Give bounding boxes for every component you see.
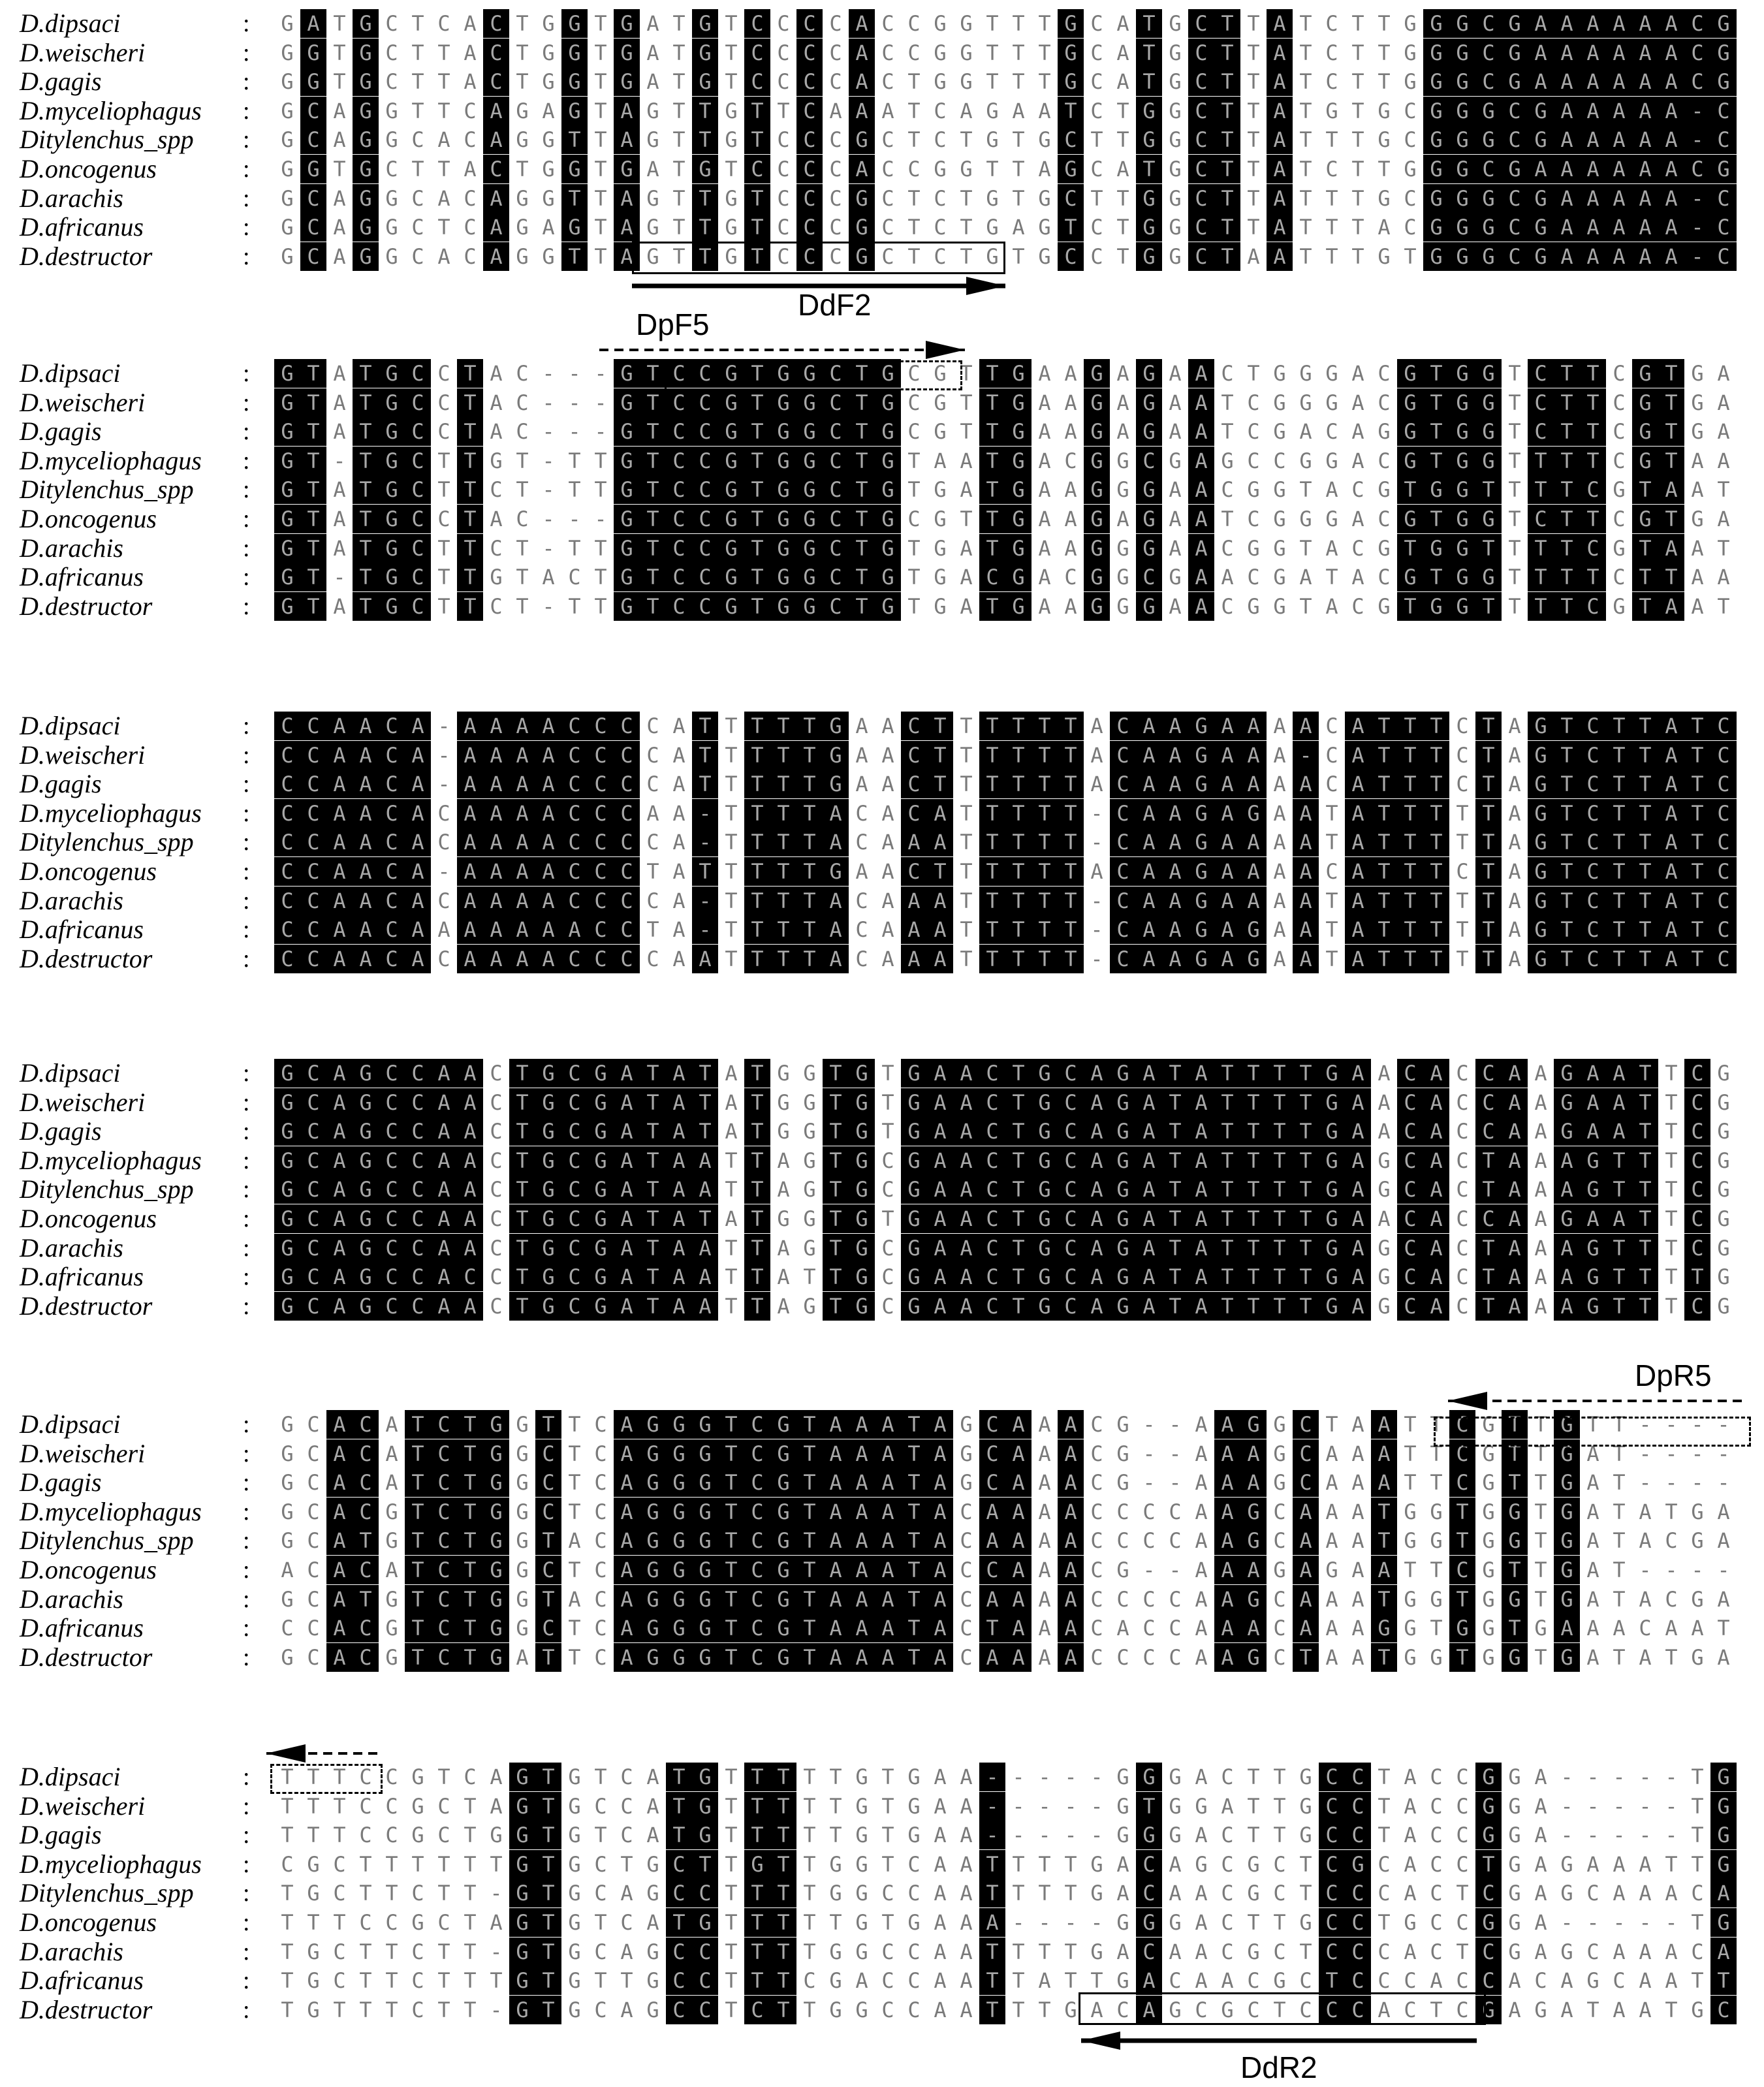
species-label: D.gagis: [20, 1467, 102, 1498]
separator: :: [243, 418, 250, 446]
separator: :: [243, 39, 250, 67]
alignment-row: [0, 9, 1764, 38]
alignment-row: [0, 1996, 1764, 2024]
alignment-row: [0, 857, 1764, 886]
separator: :: [243, 1909, 250, 1936]
species-label: D.africanus: [20, 1966, 144, 1996]
sequence: G C A G G C A C A G G T T A G T T G T C C C G C T C T G T G C T T G G C T T A T T T G C G G G C G A A A A A - C: [274, 125, 1737, 154]
alignment-row: [0, 770, 1764, 798]
separator: :: [243, 1643, 250, 1671]
primer-box-ddr2: [1079, 1992, 1486, 2025]
alignment-row: [0, 1938, 1764, 1966]
alignment-row: [0, 417, 1764, 446]
separator: :: [243, 1585, 250, 1613]
primer-label-ddr2: DdR2: [1240, 2050, 1317, 2084]
alignment-row: [0, 184, 1764, 213]
separator: :: [243, 68, 250, 96]
separator: :: [243, 360, 250, 387]
species-label: D.arachis: [20, 1584, 123, 1614]
species-label: D.arachis: [20, 183, 123, 213]
species-label: Ditylenchus_spp: [20, 475, 194, 505]
species-label: Ditylenchus_spp: [20, 1878, 194, 1908]
separator: :: [243, 1469, 250, 1497]
alignment-row: [0, 1879, 1764, 1907]
separator: :: [243, 770, 250, 798]
separator: :: [243, 945, 250, 973]
sequence: G C A G C C A C C T G C G A T A A T T A T T G C G A A C T G C A G A T A T T T T G A G C A C T A A A G T T T T G: [274, 1263, 1737, 1291]
alignment-row: [0, 563, 1764, 591]
species-label: D.africanus: [20, 212, 144, 242]
alignment-row: [0, 1556, 1764, 1584]
sequence: T T T C C G C T A G T G T C A T G T T T T T G T G A A A - - - - G G G A C T T G C C T G C C G G A - - - - - T G: [274, 1908, 1737, 1937]
sequence: G T A T G C C T A C - - - G T C C G T G G C T G C G T T G A A G A G A A T C G G G A C G T G G T C T T C G T G A: [274, 388, 1737, 417]
species-label: D.dipsaci: [20, 1058, 121, 1088]
separator: :: [243, 858, 250, 885]
separator: :: [243, 1118, 250, 1146]
species-label: D.dipsaci: [20, 8, 121, 38]
separator: :: [243, 126, 250, 154]
sequence: G C A G C C A A C T G C G A T A A T T A G T G C G A A C T G C A G A T A T T T T G A G C A C T A A A G T T T C G: [274, 1234, 1737, 1263]
separator: :: [243, 887, 250, 915]
alignment-row: [0, 1117, 1764, 1146]
alignment-row: [0, 534, 1764, 563]
sequence: T T T C C G C T G G T G T C A T G T T T T T G T G A A - - - - - G G G A C T T G C C T A C C G G A - - - - - T G: [274, 1821, 1737, 1849]
sequence: G A T G C T C A C T G G T G A T G T C C C C A C C G G T T T G C A T G C T T A T C T T G G G C G A A A A A A C G: [274, 9, 1737, 38]
alignment-row: [0, 39, 1764, 67]
alignment-row: [0, 887, 1764, 915]
separator: :: [243, 1850, 250, 1878]
alignment-row: [0, 1175, 1764, 1204]
alignment-row: [0, 1146, 1764, 1175]
separator: :: [243, 1879, 250, 1907]
species-label: D.dipsaci: [20, 358, 121, 388]
sequence: G T A T G C T T C T - T T G T C C G T G G C T G T G A T G A A G G G A A C G G T A C G T G G T T T T C G T A A T: [274, 534, 1737, 563]
sequence: G C A G C C A A C T G C G A T A T A T G G T G T G A A C T G C A G A T A T T T T G A A C A C C A A G A A T T C G: [274, 1204, 1737, 1233]
species-label: D.oncogenus: [20, 1907, 157, 1937]
separator: :: [243, 799, 250, 827]
sequence: T G C T T C T T - G T G C A G C C T T T T G G C C A A T T T T G A C A A C G C T C C C A C T C G A G C A A A C A: [274, 1879, 1737, 1907]
species-label: Ditylenchus_spp: [20, 1526, 194, 1556]
alignment-row: [0, 475, 1764, 504]
species-label: D.destructor: [20, 591, 153, 621]
species-label: D.myceliophagus: [20, 1496, 202, 1526]
species-label: D.destructor: [20, 1642, 153, 1672]
sequence: G C A G G C A C A G G T T A G T T G T C C C G C T C T G T G C C T G G C T A A T T T G T G G G C G A A A A A - C: [274, 242, 1737, 271]
alignment-row: [0, 1908, 1764, 1937]
separator: :: [243, 712, 250, 740]
species-label: Ditylenchus_spp: [20, 827, 194, 857]
sequence: C C A A C A - A A A A C C C T A T T T T T G A A C T T T T T T A C A A G A A A A C A T T T C T A G T C T T A T C: [274, 857, 1737, 886]
species-label: D.gagis: [20, 67, 102, 97]
sequence: G C A C G T C T G G C T C A G G G T C G T A A A T A C A A A A C C C C A A G C A A A T G G T G G T G A T A T G A: [274, 1498, 1737, 1526]
alignment-row: [0, 213, 1764, 242]
sequence: G C A T G T C T G G T A C A G G G T C G T A A A T A C A A A A C C C C A A G C A A A T G G T G G T G A T A C G A: [274, 1526, 1737, 1555]
alignment-row: [0, 1585, 1764, 1614]
separator: :: [243, 97, 250, 125]
sequence: G C A G C C A A C T G C G A T A T A T G G T G T G A A C T G C A G A T A T T T T G A A C A C C A A G A A T T C G: [274, 1117, 1737, 1146]
separator: :: [243, 1792, 250, 1820]
separator: :: [243, 1938, 250, 1966]
sequence: G T A T G C C T A C - - - G T C C G T G G C T G C G T T G A A G A G A A T C G A C A G G T G G T C T T C G T G A: [274, 417, 1737, 446]
sequence: C C A A C A C A A A A C C C C A - T T T T A C A A A T T T T T - C A A G A A A A T A T T T T T A G T C T T A T C: [274, 887, 1737, 915]
separator: :: [243, 1059, 250, 1087]
sequence: C C A A C A C A A A A C C C C A - T T T T A C A A A T T T T T - C A A G A A A A T A T T T T T A G T C T T A T C: [274, 828, 1737, 856]
separator: :: [243, 1527, 250, 1555]
sequence: G C A C A T C T G G C T C A G G G T C G T A A A T A G C A A A C G - - A A A G C A A A T T C G T T G A T - - - -: [274, 1468, 1737, 1497]
alignment-row: [0, 1059, 1764, 1088]
primer-box-dpf5: [665, 360, 962, 390]
alignment-row: [0, 741, 1764, 770]
species-label: D.gagis: [20, 416, 102, 447]
alignment-row: [0, 447, 1764, 475]
separator: :: [243, 1821, 250, 1849]
sequence: T G C T T C T T T G T G T T G C C T T T C G A C C A A T T A T T G A C A A C G C T C C C A C C A C A G C A A T T: [274, 1966, 1737, 1995]
sequence: A C A C A T C T G G C T C A G G G T C G T A A A T A C C A A A C G - - A A A G A G A A T T C G T T G A T - - - -: [274, 1556, 1737, 1584]
alignment-row: [0, 592, 1764, 621]
species-label: D.weischeri: [20, 740, 146, 770]
separator: :: [243, 447, 250, 475]
separator: :: [243, 534, 250, 562]
sequence: T G C T T C T T - G T G C A G C C T T T T G G C C A A T T T T G A C A A C G C T C C C A C T C G A G C A A A C A: [274, 1938, 1737, 1966]
alignment-row: [0, 97, 1764, 125]
sequence: G C A G C C A A C T G C G A T A T A T G G T G T G A A C T G C A G A T A T T T T G A A C A C C A A G A A T T C G: [274, 1088, 1737, 1117]
sequence: G C A C G T C T G A T T C A G G G T C G T A A A T A C A A A A C C C C A A G C T A A T G G T G G T G A T A T G A: [274, 1643, 1737, 1672]
sequence: G T A T G C T T C T - T T G T C C G T G G C T G T G A T G A A G G G A A C G G T A C G T G G T T T T C G T A A T: [274, 475, 1737, 504]
species-label: D.dipsaci: [20, 1762, 121, 1791]
species-label: D.weischeri: [20, 1438, 146, 1468]
alignment-row: [0, 125, 1764, 154]
separator: :: [243, 1614, 250, 1642]
separator: :: [243, 505, 250, 533]
species-label: D.weischeri: [20, 37, 146, 67]
species-label: D.gagis: [20, 1820, 102, 1850]
primer-label-dpf5: DpF5: [636, 307, 710, 341]
primer-box-ddf2: [632, 242, 1005, 274]
separator: :: [243, 1439, 250, 1467]
arrow-forward-dpf5: [580, 337, 984, 363]
species-label: D.destructor: [20, 943, 153, 973]
sequence: G C A G G C T C A G A G T A G T T G T C C C G C T C T G A G T C T G G C T T A T T T A C G G G C G A A A A A - C: [274, 213, 1737, 242]
species-label: D.weischeri: [20, 1087, 146, 1117]
alignment-row: [0, 1966, 1764, 1995]
separator: :: [243, 184, 250, 212]
separator: :: [243, 563, 250, 591]
sequence: G T A T G C T T C T - T T G T C C G T G G C T G T G A T G A A G G G A A C G G T A C G T G G T T T T C G T A A T: [274, 592, 1737, 621]
species-label: D.destructor: [20, 1994, 153, 2024]
separator: :: [243, 1146, 250, 1174]
sequence: G T A T G C C T A C - - - G T C C G T G G C T G C G T T G A A G A G A A C T G G G A C G T G G T C T T C G T G A: [274, 359, 1737, 388]
species-label: D.oncogenus: [20, 504, 157, 533]
separator: :: [243, 916, 250, 944]
species-label: D.weischeri: [20, 387, 146, 417]
species-label: Ditylenchus_spp: [20, 125, 194, 155]
sequence: C C A A C A - A A A A C C C C A T T T T T G A A C T T T T T T A C A A G A A A - C A T T T C T A G T C T T A T C: [274, 741, 1737, 770]
separator: :: [243, 592, 250, 620]
alignment-block-4: [0, 1059, 1764, 1321]
species-label: D.dipsaci: [20, 1409, 121, 1439]
sequence: C C A C G T C T G G C T C A G G G T C G T A A A T A C T A A A C A C C A A A C A A A G G T G G T G A A A C A A T: [274, 1614, 1737, 1642]
sequence: G C A C A T C T G G T T C A G G G T C G T A A A T A G C A A A C G - - A A G G C T A A T T C G T T G T T - - - -: [274, 1410, 1737, 1439]
species-label: D.oncogenus: [20, 154, 157, 183]
primer-box-dpr5-continuation: [270, 1764, 383, 1794]
sequence: C C A A C A - A A A A C C C C A T T T T T G A A C T T T T T T A C A A G A A A A C A T T T C T A G T C T T A T C: [274, 770, 1737, 798]
sequence: G T A T G C C T A C - - - G T C C G T G G C T G C G T T G A A G A G A A T C G G G A C G T G G T C T T C G T G A: [274, 505, 1737, 533]
alignment-row: [0, 1614, 1764, 1642]
alignment-row: [0, 1792, 1764, 1821]
alignment-row: [0, 915, 1764, 944]
alignment-block-6: [0, 1763, 1764, 2024]
alignment-row: [0, 388, 1764, 417]
species-label: D.destructor: [20, 241, 153, 271]
alignment-row: [0, 799, 1764, 828]
species-label: D.arachis: [20, 885, 123, 915]
alignment-row: [0, 1763, 1764, 1791]
species-label: D.arachis: [20, 1936, 123, 1966]
species-label: D.arachis: [20, 533, 123, 563]
sequence: G G T G C T T A C T G G T G A T G T C C C C A C C G G T T T G C A T G C T T A T C T T G G G C G A A A A A A C G: [274, 39, 1737, 67]
separator: :: [243, 388, 250, 416]
separator: :: [243, 741, 250, 769]
separator: :: [243, 1556, 250, 1584]
species-label: D.destructor: [20, 1291, 153, 1321]
species-label: D.arachis: [20, 1232, 123, 1263]
species-label: D.oncogenus: [20, 1555, 157, 1584]
separator: :: [243, 828, 250, 856]
sequence: T T T C C G T C A G T G T C A T G T T T T T G T G A A - - - - - G G G A C T T G C C T A C C G G A - - - - - T G: [274, 1763, 1737, 1791]
separator: :: [243, 1263, 250, 1291]
primer-label-dpr5: DpR5: [1635, 1358, 1712, 1392]
alignment-row: [0, 1088, 1764, 1117]
sequence: T T T C C G C T A G T G C C A T G T T T T T G T G A A - - - - - G T G G A T T G C C T A C C G G A - - - - - T G: [274, 1792, 1737, 1821]
separator: :: [243, 1234, 250, 1262]
alignment-block-1: [0, 9, 1764, 271]
alignment-row: [0, 1204, 1764, 1233]
separator: :: [243, 1292, 250, 1320]
sequence: C C A A C A C A A A A C C C C A A T T T T A C A A A T T T T T - C A A G A G A A T A T T T T T A G T C T T A T C: [274, 945, 1737, 973]
sequence: G C A T G T C T G G T A C A G G G T C G T A A A T A C A A A A C C C C A A G C A A A T G G T G G T G A T A C G A: [274, 1585, 1737, 1614]
separator: :: [243, 1498, 250, 1526]
species-label: D.oncogenus: [20, 856, 157, 886]
species-label: D.gagis: [20, 769, 102, 799]
species-label: D.myceliophagus: [20, 1849, 202, 1879]
species-label: D.oncogenus: [20, 1204, 157, 1233]
alignment-row: [0, 1468, 1764, 1497]
alignment-row: [0, 712, 1764, 740]
sequence: C G C T T T T T T G T G C T G C T T G T T G G T C A A T T T T G A C A G C G C T C G C A C C T G A G A A A T T G: [274, 1850, 1737, 1879]
sequence: G C A G C C A A C T G C G A T A A T T A G T G C G A A C T G C A G A T A T T T T G A G C A C T A A A G T T T C G: [274, 1175, 1737, 1204]
sequence: G C A G G T T C A G A G T A G T T G T T C A A A T C A G A A T C T G G C T T A T G T G C G G G C G A A A A A - C: [274, 97, 1737, 125]
separator: :: [243, 1176, 250, 1204]
species-label: D.africanus: [20, 562, 144, 592]
alignment-block-2: [0, 359, 1764, 621]
species-label: D.weischeri: [20, 1791, 146, 1821]
alignment-row: [0, 505, 1764, 533]
separator: :: [243, 1967, 250, 1995]
alignment-row: [0, 155, 1764, 183]
species-label: D.dipsaci: [20, 711, 121, 740]
separator: :: [243, 476, 250, 504]
separator: :: [243, 10, 250, 37]
species-label: D.africanus: [20, 1613, 144, 1643]
separator: :: [243, 1088, 250, 1116]
sequence: G C A G C C A A C T G C G A T A A T T A G T G C G A A C T G C A G A T A T T T T G A G C A C T A A A G T T T C G: [274, 1146, 1737, 1175]
alignment-row: [0, 828, 1764, 856]
sequence: G C A C A T C T G G C T C A G G G T C G T A A A T A G C A A A C G - - A A A G C A A A T T C G T T G A T - - - -: [274, 1439, 1737, 1468]
alignment-row: [0, 1821, 1764, 1849]
alignment-row: [0, 1643, 1764, 1672]
arrow-reverse-dpr5-continuation: [247, 1740, 397, 1766]
species-label: Ditylenchus_spp: [20, 1174, 194, 1204]
alignment-row: [0, 1292, 1764, 1321]
alignment-block-5: [0, 1410, 1764, 1672]
species-label: D.myceliophagus: [20, 798, 202, 828]
alignment-row: [0, 945, 1764, 973]
sequence: C C A A C A A A A A A A C C T A - T T T T A C A A A T T T T T - C A A G A G A A T A T T T T T A G T C T T A T C: [274, 915, 1737, 944]
separator: :: [243, 155, 250, 183]
alignment-row: [0, 1263, 1764, 1291]
alignment-row: [0, 1526, 1764, 1555]
species-label: D.myceliophagus: [20, 1145, 202, 1175]
species-label: D.myceliophagus: [20, 95, 202, 125]
separator: :: [243, 1763, 250, 1791]
alignment-row: [0, 1850, 1764, 1879]
alignment-row: [0, 1234, 1764, 1263]
sequence: G C A G G C A C A G G T T A G T T G T C C C G C T C T G T G C T T G G C T T A T T T G C G G G C G A A A A A - C: [274, 184, 1737, 213]
species-label: D.africanus: [20, 915, 144, 945]
alignment-row: [0, 67, 1764, 96]
sequence: C C A A C A - A A A A C C C C A T T T T T G A A C T T T T T T A C A A G A A A A C A T T T C T A G T C T T A T C: [274, 712, 1737, 740]
species-label: D.gagis: [20, 1116, 102, 1146]
sequence: G G T G C T T A C T G G T G A T G T C C C C A C T G G T T T G C A T G C T T A T C T T G G G C G A A A A A A C G: [274, 67, 1737, 96]
sequence: C C A A C A C A A A A C C C A A - T T T T A C A C A T T T T T - C A A G A G A A T A T T T T T A G T C T T A T C: [274, 799, 1737, 828]
species-label: D.africanus: [20, 1262, 144, 1292]
sequence: G T - T G C T T G T A C T G T C C G T G G C T G T G A C G A C G G C G A A C G A T A C G T G G T T T T C T T A A: [274, 563, 1737, 591]
separator: :: [243, 1996, 250, 2024]
separator: :: [243, 1205, 250, 1232]
separator: :: [243, 213, 250, 242]
alignment-row: [0, 1498, 1764, 1526]
arrow-reverse-dpr5: [1428, 1388, 1761, 1414]
separator: :: [243, 242, 250, 270]
species-label: D.myceliophagus: [20, 445, 202, 475]
separator: :: [243, 1411, 250, 1438]
sequence: T G T T T C T T - G T G C A G C C T C T T G G C C A A T T T G A C A G C G C T C C C A C T C G A G A T A A T G C: [274, 1996, 1737, 2024]
sequence: G T - T G C T T G T - T T G T C C G T G G C T G T A A T G A C G G C G A G C C G G A C G T G G T T T T C G T A A: [274, 447, 1737, 475]
primer-box-dpr5: [1434, 1417, 1751, 1447]
alignment-block-3: [0, 712, 1764, 973]
sequence: G C A G C C A A C T G C G A T A T A T G G T G T G A A C T G C A G A T A T T T T G A A C A C C A A G A A T T C G: [274, 1059, 1737, 1088]
primer-label-ddf2: DdF2: [798, 288, 872, 322]
sequence: G G T G C T T A C T G G T G A T G T C C C C A C C G G T T A G C A T G C T T A T C T T G G G C G A A A A A A C G: [274, 155, 1737, 183]
sequence: G C A G C C A A C T G C G A T A A T T A G T G C G A A C T G C A G A T A T T T T G A G C A C T A A A G T T T C G: [274, 1292, 1737, 1321]
